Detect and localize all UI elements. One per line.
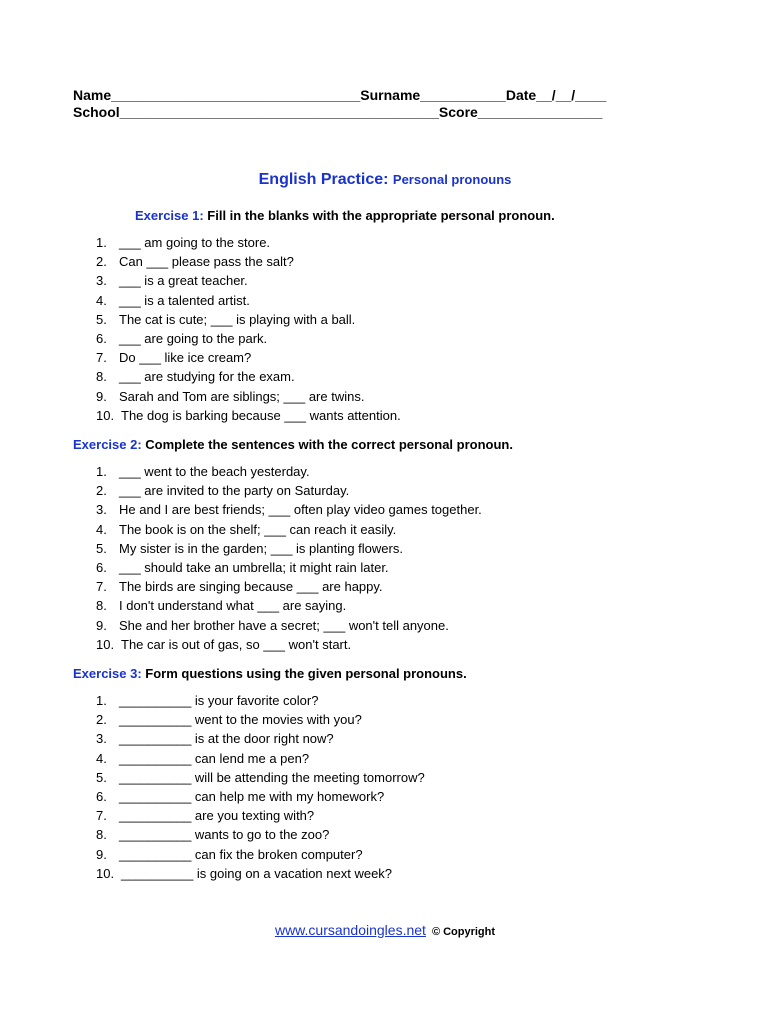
title-main: English Practice: [258,171,389,188]
item-text: ___ is a talented artist. [119,292,250,308]
item-text: The car is out of gas, so ___ won't start. [121,636,352,652]
list-item [96,481,482,500]
exercise-3-list [96,691,425,883]
item-number: 2. [96,712,107,728]
list-item [96,768,425,787]
item-number: 4. [96,292,107,308]
list-item [96,291,401,310]
item-number: 3. [96,502,107,518]
item-number: 10. [96,407,115,423]
item-text: __________ are you texting with? [119,808,315,824]
item-text: Sarah and Tom are siblings; ___ are twins. [119,388,365,404]
item-text: ___ are invited to the party on Saturday. [119,483,350,499]
exercise-2-instruction: Complete the sentences with the correct personal pronoun. [145,437,513,452]
item-number: 4. [96,750,107,766]
item-text: She and her brother have a secret; ___ won't tell anyone. [119,617,449,633]
item-number: 7. [96,350,107,366]
list-item [96,539,482,558]
list-item [96,500,482,519]
list-item [96,462,482,481]
item-text: __________ will be attending the meeting tomorrow? [119,769,425,785]
item-number: 6. [96,788,107,804]
exercise-2-heading [73,437,513,453]
item-text: He and I are best friends; ___ often play video games together. [119,502,482,518]
list-item [96,825,425,844]
exercise-1-heading [135,208,555,224]
item-text: ___ should take an umbrella; it might rain later. [119,559,389,575]
item-number: 6. [96,559,107,575]
list-item [96,577,482,596]
list-item [96,691,425,710]
item-text: __________ is at the door right now? [119,731,334,747]
item-number: 10. [96,636,115,652]
item-number: 7. [96,808,107,824]
item-text: ___ are studying for the exam. [119,369,295,385]
item-number: 9. [96,846,107,862]
list-item [96,710,425,729]
item-text: The cat is cute; ___ is playing with a ball. [119,311,356,327]
list-item [96,252,401,271]
item-text: __________ is going on a vacation next week? [121,865,393,881]
item-number: 5. [96,540,107,556]
item-number: 8. [96,369,107,385]
list-item [96,635,482,654]
item-number: 1. [96,464,107,479]
item-text: ___ is a great teacher. [119,273,248,289]
website-link[interactable]: www.cursandoingles.net [274,922,426,938]
list-item [96,348,401,367]
list-item [96,329,401,348]
item-number: 9. [96,388,107,404]
item-text: __________ can lend me a pen? [119,750,310,766]
item-text: ___ am going to the store. [119,235,271,250]
exercise-2-label: Exercise 2: [73,437,142,452]
exercise-1-label: Exercise 1: [135,208,204,223]
item-number: 10. [96,865,115,881]
school-score-line: School_________________________________________Score________________ [73,104,603,120]
page-title [0,171,770,189]
list-item [96,558,482,577]
item-number: 2. [96,254,107,270]
item-text: The dog is barking because ___ wants attention. [121,407,401,423]
item-text: ___ are going to the park. [119,330,268,346]
list-item [96,864,425,883]
item-number: 1. [96,235,107,250]
item-text: __________ went to the movies with you? [119,712,362,728]
item-number: 1. [96,693,107,708]
item-number: 7. [96,579,107,595]
item-text: __________ is your favorite color? [119,693,319,708]
item-text: __________ can fix the broken computer? [119,846,363,862]
item-text: I don't understand what ___ are saying. [119,598,347,614]
item-number: 8. [96,827,107,843]
list-item [96,387,401,406]
item-number: 9. [96,617,107,633]
item-text: My sister is in the garden; ___ is planting flowers. [119,540,403,556]
item-number: 2. [96,483,107,499]
item-text: ___ went to the beach yesterday. [119,464,310,479]
list-item [96,233,401,252]
item-text: Can ___ please pass the salt? [119,254,294,270]
list-item [96,729,425,748]
exercise-3-heading [73,666,467,682]
item-number: 3. [96,273,107,289]
item-text: The book is on the shelf; ___ can reach it easily. [119,521,397,537]
item-text: The birds are singing because ___ are happy. [119,579,383,595]
item-number: 4. [96,521,107,537]
exercise-1-instruction: Fill in the blanks with the appropriate personal pronoun. [207,208,555,223]
list-item [96,271,401,290]
list-item [96,367,401,386]
item-text: Do ___ like ice cream? [119,350,252,366]
footer [0,922,770,940]
item-number: 5. [96,769,107,785]
name-surname-date-line: Name________________________________Surname___________Date__/__/____ [73,87,607,103]
item-number: 5. [96,311,107,327]
item-number: 8. [96,598,107,614]
item-text: __________ wants to go to the zoo? [119,827,330,843]
list-item [96,310,401,329]
list-item [96,845,425,864]
title-subtitle: Personal pronouns [392,172,512,187]
exercise-2-list [96,462,482,654]
item-number: 3. [96,731,107,747]
list-item [96,806,425,825]
item-text: __________ can help me with my homework? [119,788,385,804]
list-item [96,616,482,635]
list-item [96,406,401,425]
exercise-3-instruction: Form questions using the given personal pronouns. [145,666,467,681]
exercise-1-list [96,233,401,425]
list-item [96,787,425,806]
list-item [96,596,482,615]
exercise-3-label: Exercise 3: [73,666,142,681]
item-number: 6. [96,330,107,346]
list-item [96,520,482,539]
copyright-notice: © Copyright [431,926,496,938]
list-item [96,749,425,768]
